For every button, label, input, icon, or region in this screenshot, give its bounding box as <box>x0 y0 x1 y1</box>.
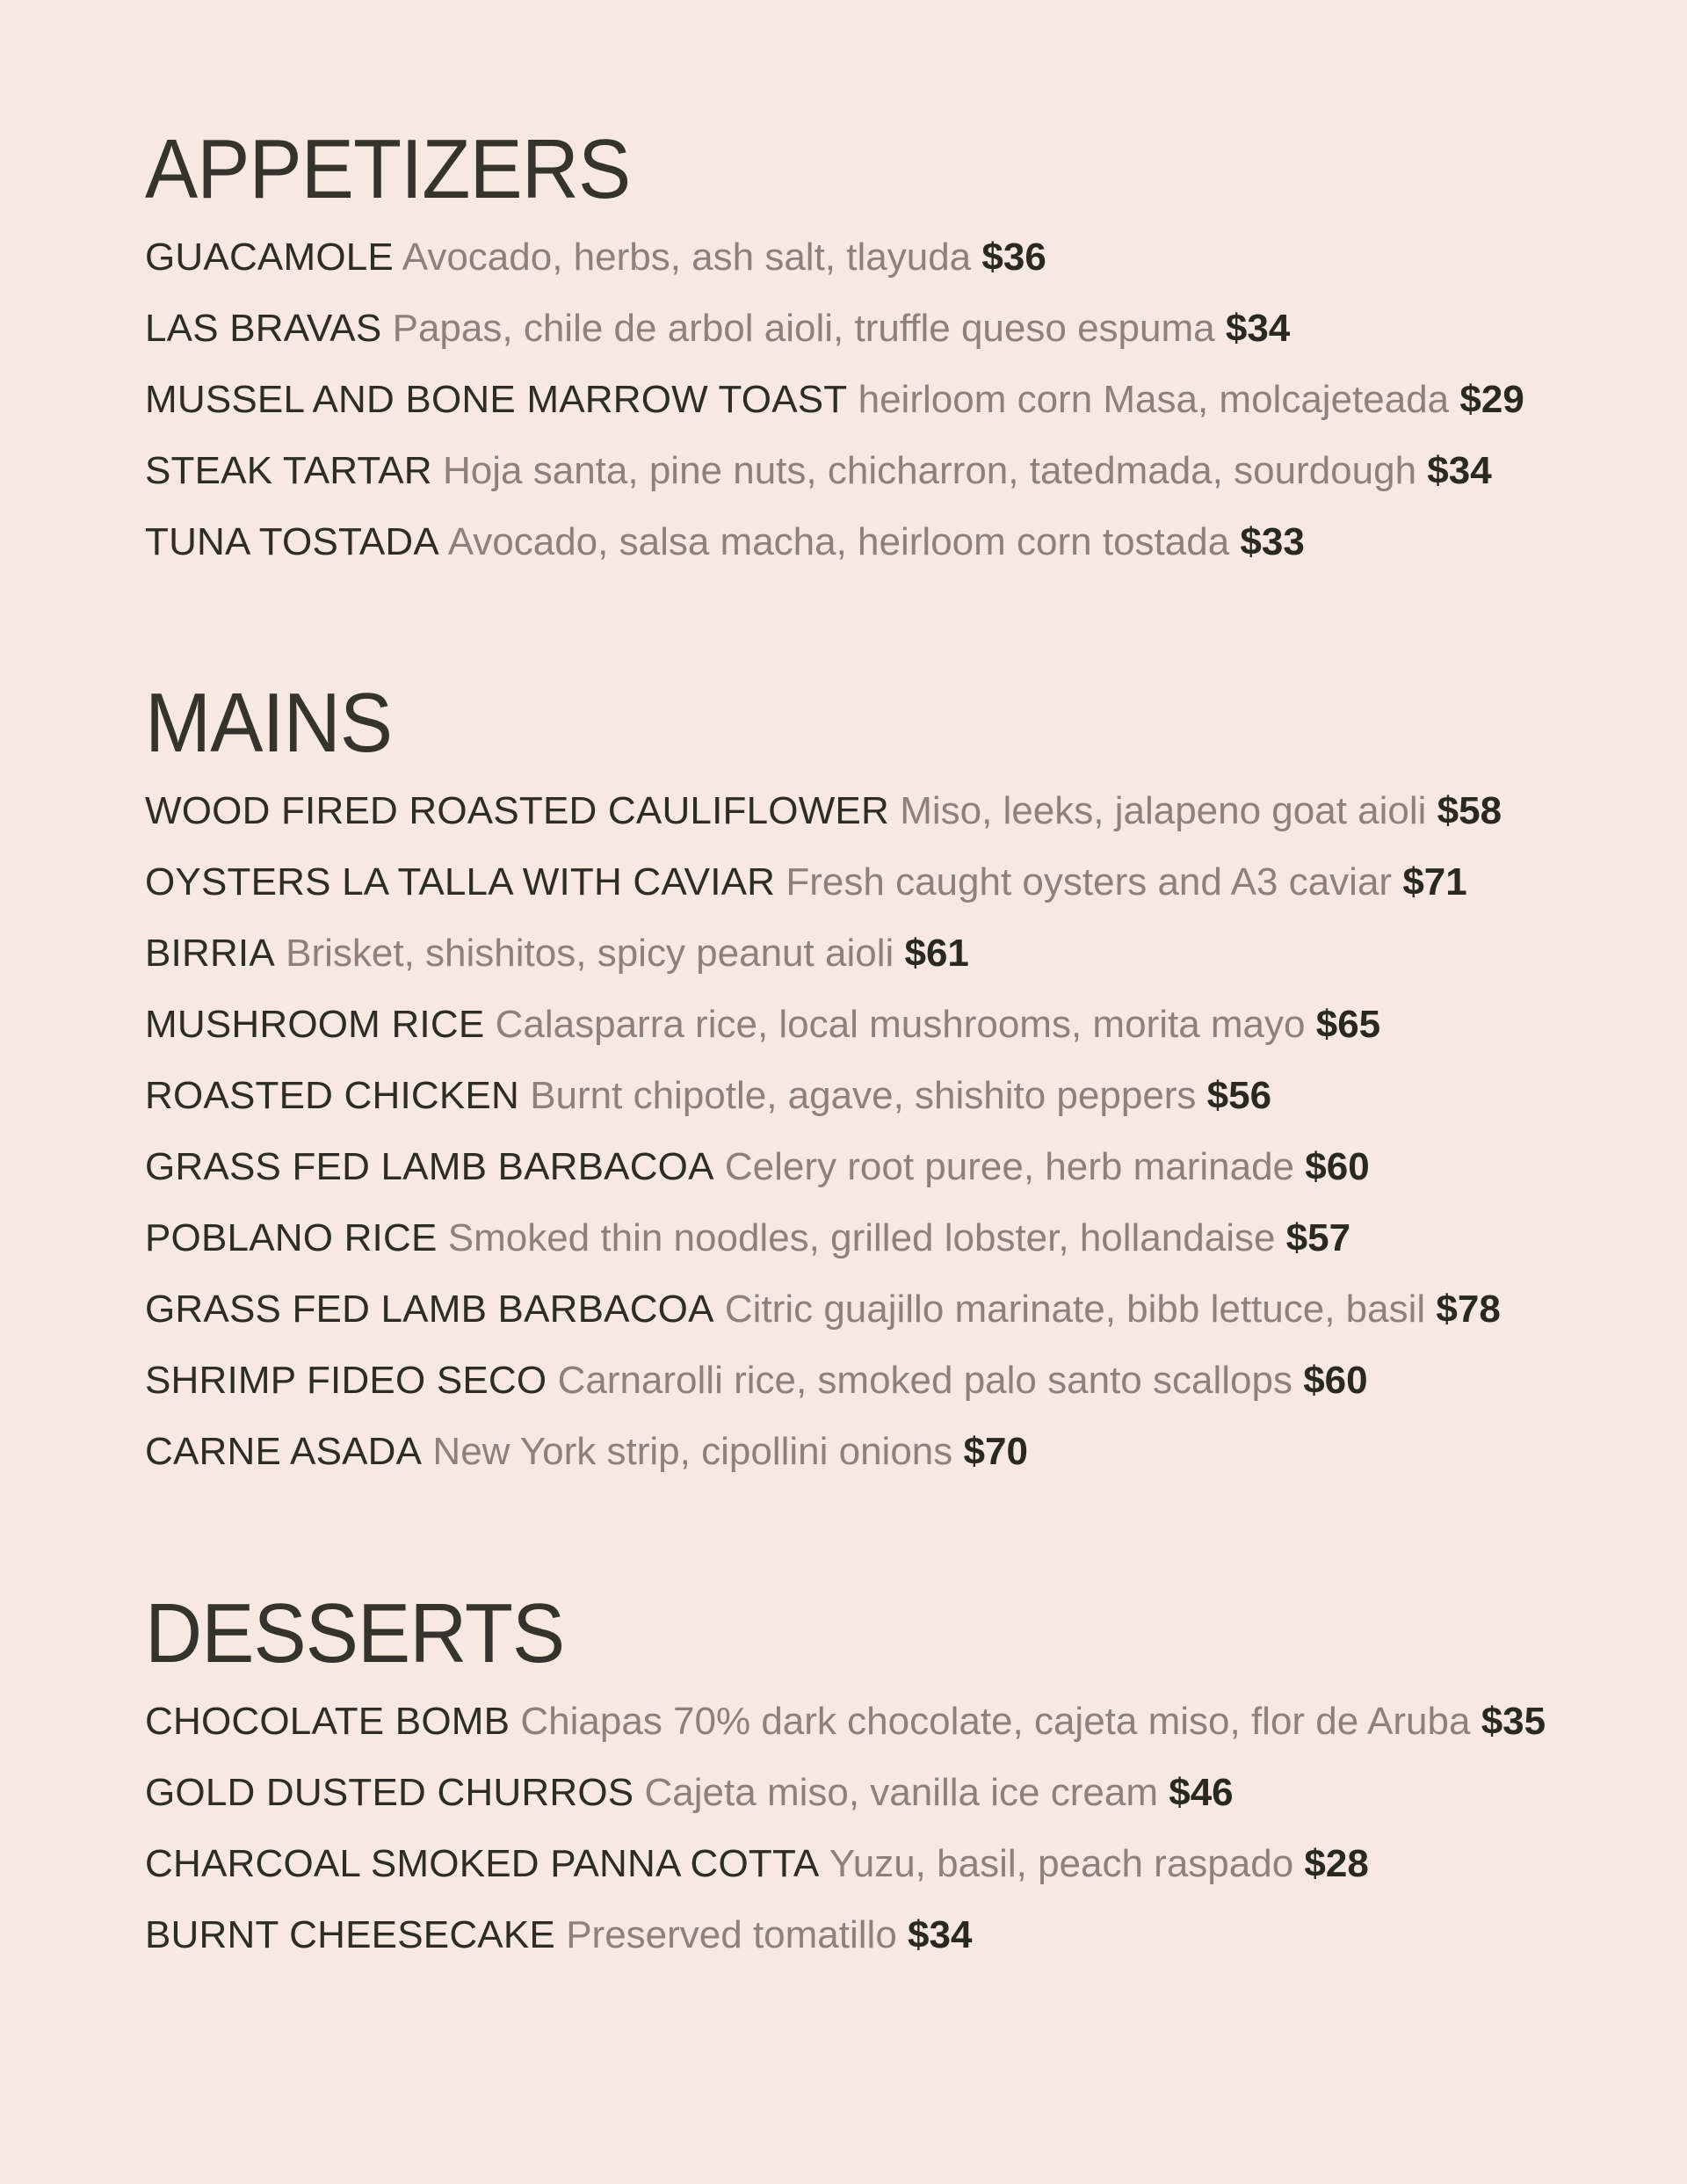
menu-list <box>145 221 1634 577</box>
item-price: $33 <box>1240 520 1305 563</box>
item-description: heirloom corn Masa, molcajeteada <box>858 378 1450 421</box>
item-description: Carnarolli rice, smoked palo santo scallops <box>557 1359 1292 1402</box>
item-description: Yuzu, basil, peach raspado <box>829 1842 1294 1885</box>
item-description: Cajeta miso, vanilla ice cream <box>644 1771 1158 1814</box>
menu-item <box>145 1899 1634 1970</box>
item-price: $60 <box>1305 1145 1370 1188</box>
item-price: $46 <box>1169 1771 1234 1814</box>
item-description: Miso, leeks, jalapeno goat aioli <box>900 789 1427 832</box>
item-price: $58 <box>1437 789 1502 832</box>
item-price: $71 <box>1402 860 1467 903</box>
menu-item <box>145 1828 1634 1899</box>
item-description: Calasparra rice, local mushrooms, morita mayo <box>495 1003 1306 1046</box>
menu-item <box>145 1757 1634 1828</box>
item-name: TUNA TOSTADA <box>145 520 439 563</box>
menu-list <box>145 1686 1634 1970</box>
menu-item <box>145 364 1634 435</box>
menu-item <box>145 221 1634 293</box>
item-description: Avocado, salsa macha, heirloom corn tostada <box>447 520 1230 563</box>
item-description: Burnt chipotle, agave, shishito peppers <box>530 1074 1197 1117</box>
menu-item <box>145 1202 1634 1273</box>
item-name: BURNT CHEESECAKE <box>145 1913 555 1956</box>
item-price: $28 <box>1304 1842 1369 1885</box>
item-description: Hoja santa, pine nuts, chicharron, tatedmada, sourdough <box>443 449 1417 492</box>
item-name: CARNE ASADA <box>145 1430 423 1473</box>
item-price: $29 <box>1459 378 1524 421</box>
item-name: WOOD FIRED ROASTED CAULIFLOWER <box>145 789 889 832</box>
section-appetizers <box>145 121 1634 577</box>
item-price: $57 <box>1285 1216 1351 1259</box>
menu-item <box>145 435 1634 506</box>
menu-item <box>145 846 1634 918</box>
section-title: MAINS <box>145 676 393 770</box>
item-price: $70 <box>963 1430 1028 1473</box>
menu-item <box>145 293 1634 364</box>
menu-item <box>145 1686 1634 1757</box>
item-price: $34 <box>1427 449 1492 492</box>
item-name: ROASTED CHICKEN <box>145 1074 519 1117</box>
item-name: LAS BRAVAS <box>145 307 382 350</box>
section-desserts <box>145 1585 1634 1970</box>
menu-item <box>145 1345 1634 1416</box>
item-description: Celery root puree, herb marinade <box>724 1145 1295 1188</box>
item-name: BIRRIA <box>145 932 275 975</box>
item-name: GRASS FED LAMB BARBACOA <box>145 1145 714 1188</box>
item-name: CHARCOAL SMOKED PANNA COTTA <box>145 1842 820 1885</box>
menu-item <box>145 1416 1634 1487</box>
item-name: GRASS FED LAMB BARBACOA <box>145 1288 714 1331</box>
menu-item <box>145 506 1634 577</box>
item-description: Fresh caught oysters and A3 caviar <box>786 860 1393 903</box>
item-name: STEAK TARTAR <box>145 449 432 492</box>
item-price: $34 <box>908 1913 973 1956</box>
menu-item <box>145 989 1634 1060</box>
section-title: APPETIZERS <box>145 122 631 216</box>
item-name: SHRIMP FIDEO SECO <box>145 1359 547 1402</box>
item-price: $61 <box>904 932 969 975</box>
section-title: DESSERTS <box>145 1586 565 1680</box>
item-name: MUSHROOM RICE <box>145 1003 485 1046</box>
item-price: $65 <box>1315 1003 1381 1046</box>
item-description: Citric guajillo marinate, bibb lettuce, basil <box>724 1288 1426 1331</box>
menu-item <box>145 918 1634 989</box>
section-mains <box>145 675 1634 1487</box>
item-description: Brisket, shishitos, spicy peanut aioli <box>286 932 894 975</box>
item-description: New York strip, cipollini onions <box>432 1430 953 1473</box>
item-description: Smoked thin noodles, grilled lobster, hollandaise <box>447 1216 1276 1259</box>
item-description: Chiapas 70% dark chocolate, cajeta miso, flor de Aruba <box>520 1700 1471 1743</box>
item-price: $78 <box>1436 1288 1501 1331</box>
menu-item <box>145 1131 1634 1202</box>
item-price: $34 <box>1225 307 1291 350</box>
item-price: $36 <box>981 236 1046 279</box>
item-name: GUACAMOLE <box>145 236 394 279</box>
item-description: Avocado, herbs, ash salt, tlayuda <box>402 236 972 279</box>
item-name: CHOCOLATE BOMB <box>145 1700 510 1743</box>
item-price: $60 <box>1303 1359 1368 1402</box>
menu-item <box>145 775 1634 846</box>
item-name: OYSTERS LA TALLA WITH CAVIAR <box>145 860 776 903</box>
item-price: $56 <box>1206 1074 1272 1117</box>
item-name: GOLD DUSTED CHURROS <box>145 1771 634 1814</box>
menu-item <box>145 1060 1634 1131</box>
item-description: Papas, chile de arbol aioli, truffle queso espuma <box>392 307 1215 350</box>
item-description: Preserved tomatillo <box>566 1913 897 1956</box>
menu-list <box>145 775 1634 1487</box>
menu-item <box>145 1273 1634 1345</box>
item-price: $35 <box>1481 1700 1546 1743</box>
item-name: MUSSEL AND BONE MARROW TOAST <box>145 378 848 421</box>
item-name: POBLANO RICE <box>145 1216 438 1259</box>
